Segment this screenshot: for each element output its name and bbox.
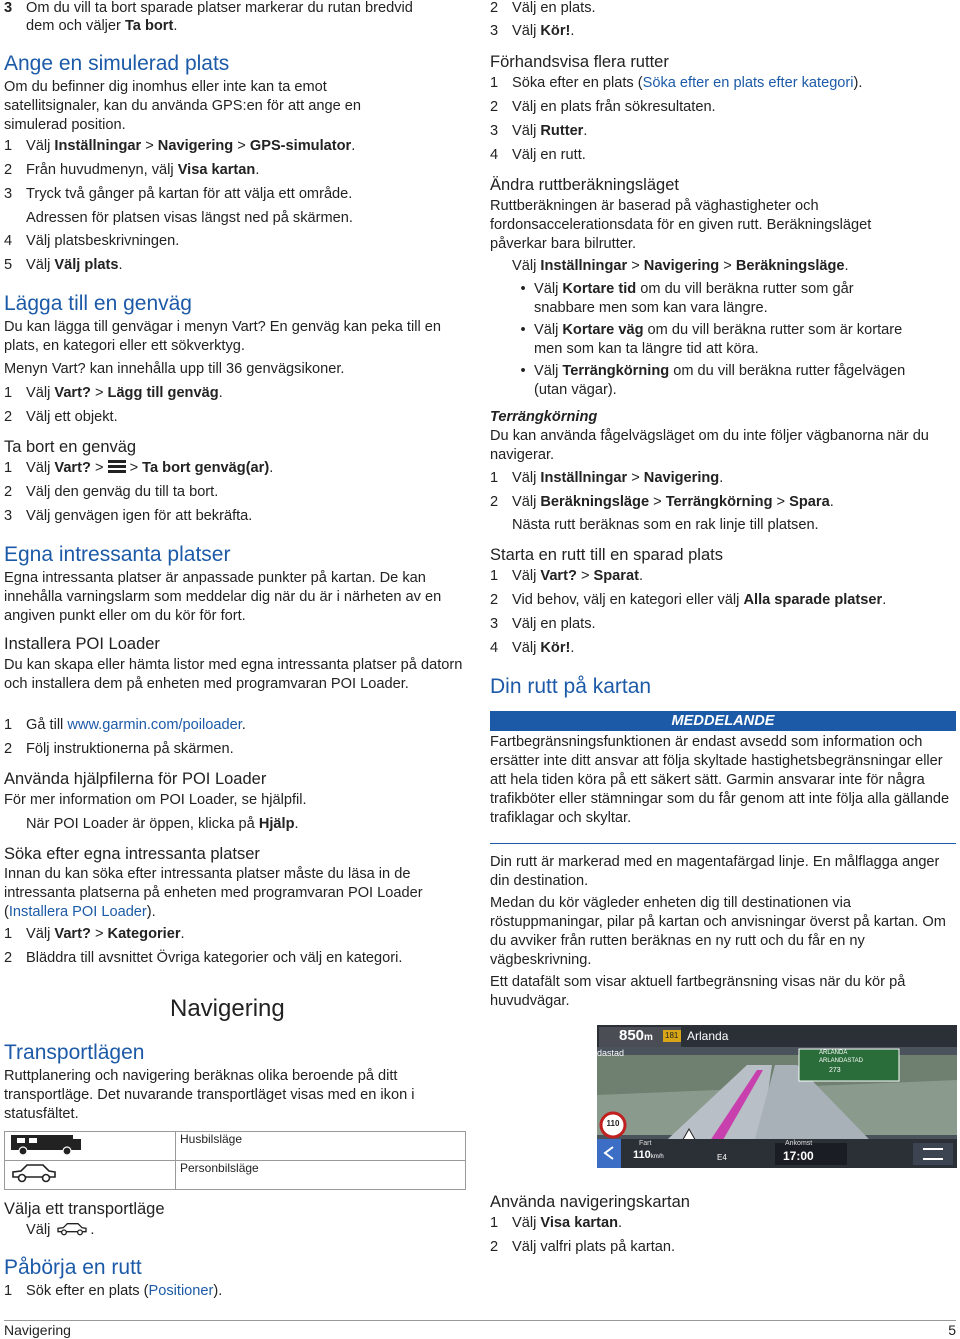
step-3-text: 3 Om du vill ta bort sparade platser markerar du rutan bredvid: [4, 0, 413, 16]
preview-step-2: 2 Välj en plats från sökresultaten.: [490, 99, 716, 115]
route-paragraph-2: Medan du kör vägleder enheten dig till destinationen via röstuppmaningar, pilar på kartan och anvisningar överst på kartan. Om du avviker från rutten beräknas en ny rutt och du får en ny vägbeskrivning.: [490, 895, 946, 968]
sim-step-3-result: Adressen för platsen visas längst ned på skärmen.: [26, 210, 353, 226]
heading-custom-poi: Egna intressanta platser: [4, 543, 231, 566]
map-road-name: Arlanda: [687, 1029, 729, 1043]
car-icon: [9, 1161, 59, 1185]
search-step-1: 1 Välj Vart? > Kategorier.: [4, 926, 185, 942]
poiloader-link[interactable]: www.garmin.com/poiloader: [67, 717, 242, 733]
heading-start-route: Påbörja en rutt: [4, 1256, 142, 1279]
bullet-off-road: • Välj Terrängkörning om du vill beräkna rutter fågelvägen (utan vägar).: [520, 363, 906, 398]
r-step-3: 3 Välj Kör!.: [490, 23, 575, 39]
remove-step-3: 3 Välj genvägen igen för att bekräfta.: [4, 508, 253, 524]
map-fart-label: Fart: [639, 1140, 652, 1147]
notice-rule: [490, 843, 956, 844]
calc-mode-step: Välj Inställningar > Navigering > Beräkningsläge.: [512, 258, 849, 274]
search-step-2: 2 Bläddra till avsnittet Övriga kategorier och välj en kategori.: [4, 950, 403, 966]
saved-step-3: 3 Välj en plats.: [490, 616, 596, 632]
map-road-label: E4: [717, 1153, 727, 1162]
saved-step-1: 1 Välj Vart? > Sparat.: [490, 568, 644, 584]
map-sign-1: ARLANDA: [819, 1050, 848, 1056]
map-distance: 850m: [619, 1027, 653, 1044]
shortcut-paragraph-2: Menyn Vart? kan innehålla upp till 36 genvägsikoner.: [4, 361, 345, 377]
heading-start-saved: Starta en rutt till en sparad plats: [490, 546, 723, 564]
remove-step-2: 2 Välj den genväg du till ta bort.: [4, 484, 219, 500]
sim-step-4: 4 Välj platsbeskrivningen.: [4, 233, 180, 249]
step-3-text-cont: dem och väljer Ta bort.: [26, 18, 178, 34]
search-category-link[interactable]: Söka efter en plats efter kategori: [642, 75, 854, 91]
map-sign-2: ARLANDASTAD: [819, 1058, 863, 1064]
calc-mode-paragraph: Ruttberäkningen är baserad på väghastigheter och fordonsaccelerationsdata för en given rutt. Beräkningsläget påverkar bara bilrutter.: [490, 198, 872, 252]
help-step: När POI Loader är öppen, klicka på Hjälp.: [26, 816, 299, 832]
positions-link[interactable]: Positioner: [148, 1283, 214, 1299]
navigation-map-screenshot: [597, 1025, 957, 1168]
transport-mode-table: [4, 1131, 466, 1190]
off-road-step-2: 2 Välj Beräkningsläge > Terrängkörning > Spara.: [490, 494, 834, 510]
saved-step-4: 4 Välj Kör!.: [490, 640, 575, 656]
shortcut-paragraph: Du kan lägga till genvägar i menyn Vart? En genväg kan peka till en plats, en kategori eller ett sökverktyg.: [4, 319, 441, 354]
heading-remove-shortcut: Ta bort en genväg: [4, 438, 137, 456]
select-mode-step: Välj .: [26, 1222, 95, 1238]
preview-step-1: 1 Söka efter en plats (Söka efter en plats efter kategori).: [490, 75, 863, 91]
route-paragraph-1: Din rutt är markerad med en magentafärgad linje. En målflagga anger din destination.: [490, 854, 940, 889]
sim-step-1: 1 Välj Inställningar > Navigering > GPS-simulator.: [4, 138, 356, 154]
search-paragraph: Innan du kan söka efter intressanta platser måste du läsa in de intressanta platserna på enheten med programvaran POI Loader (Installera POI Loader).: [4, 866, 423, 920]
off-road-step-2-result: Nästa rutt beräknas som en rak linje till platsen.: [512, 517, 819, 533]
notice-paragraph: Fartbegränsningsfunktionen är endast avsedd som information och ersätter inte ditt ansvar att följa skyltade hastighetsbegränsningar eller att hela tiden köra på ett säkert sätt. Garmin ansvarar inte för några trafikböter eller stämningar som du får genom att inte följa alla gällande trafiklagar och skyltar.: [490, 734, 950, 826]
map-speed-limit: 110: [606, 1119, 620, 1128]
menu-icon: [108, 460, 126, 473]
sim-step-2: 2 Från huvudmenyn, välj Visa kartan.: [4, 162, 260, 178]
mode-label-car: Personbilsläge: [176, 1161, 466, 1190]
help-paragraph: För mer information om POI Loader, se hjälpfil.: [4, 792, 307, 808]
map-road-number: 181: [665, 1031, 679, 1040]
page-footer: [4, 1320, 956, 1339]
mode-label-rv: Husbilsläge: [176, 1132, 466, 1161]
heading-search-custom-poi: Söka efter egna intressanta platser: [4, 845, 260, 863]
bullet-shortest-time: • Välj Kortare tid om du vill beräkna rutter som går snabbare men som kan vara längre.: [520, 281, 854, 316]
sim-step-5: 5 Välj Välj plats.: [4, 257, 123, 273]
car-icon-inline: [54, 1221, 90, 1237]
shortcut-step-2: 2 Välj ett objekt.: [4, 409, 118, 425]
preview-step-4: 4 Välj en rutt.: [490, 147, 586, 163]
install-step-1: 1 Gå till www.garmin.com/poiloader.: [4, 717, 246, 733]
map-sign-3: 273: [829, 1067, 841, 1074]
footer-section: Navigering: [4, 1322, 71, 1338]
install-poi-loader-link[interactable]: Installera POI Loader: [8, 904, 147, 920]
map-step-2: 2 Välj valfri plats på kartan.: [490, 1239, 676, 1255]
custom-poi-paragraph: Egna intressanta platser är anpassade punkter på kartan. De kan innehålla varningslarm som meddelar dig när du är i närheten av en angiven punkt eller om du kör för fort.: [4, 570, 442, 624]
heading-help-files: Använda hjälpfilerna för POI Loader: [4, 770, 267, 788]
heading-use-nav-map: Använda navigeringskartan: [490, 1193, 690, 1211]
heading-preview-routes: Förhandsvisa flera rutter: [490, 53, 669, 71]
heading-simulated-location: Ange en simulerad plats: [4, 52, 230, 75]
heading-your-route: Din rutt på kartan: [490, 675, 652, 698]
car-cell: [5, 1161, 176, 1190]
rv-icon: [9, 1132, 85, 1156]
simulated-paragraph: Om du befinner dig inomhus eller inte kan ta emot satellitsignaler, kan du använda GPS:en för att ange en simulerad position.: [4, 79, 361, 133]
route-paragraph-3: Ett datafält som visar aktuell fartbegränsning visas när du kör på huvudvägar.: [490, 974, 906, 1009]
preview-step-3: 3 Välj Rutter.: [490, 123, 588, 139]
install-paragraph: Du kan skapa eller hämta listor med egna intressanta platser på datorn och installera dem på enheten med programvaran POI Loader.: [4, 657, 463, 692]
map-town-label: dastad: [597, 1048, 625, 1058]
off-road-step-1: 1 Välj Inställningar > Navigering.: [490, 470, 724, 486]
map-fart-value: 110km/h: [633, 1149, 664, 1161]
heading-select-mode: Välja ett transportläge: [4, 1200, 165, 1218]
r-step-2: 2 Välj en plats.: [490, 0, 596, 16]
sim-step-3: 3 Tryck två gånger på kartan för att välja ett område.: [4, 186, 353, 202]
heading-install-poi-loader: Installera POI Loader: [4, 635, 160, 653]
map-menu-icon[interactable]: [923, 1148, 943, 1160]
heading-off-road: Terrängkörning: [490, 409, 598, 425]
remove-step-1: 1 Välj Vart? > > Ta bort genväg(ar).: [4, 460, 274, 476]
bullet-shortest-distance: • Välj Kortare väg om du vill beräkna rutter som är kortare men som kan ta längre tid att köra.: [520, 322, 903, 357]
notice-heading: MEDDELANDE: [490, 711, 956, 731]
saved-step-2: 2 Vid behov, välj en kategori eller välj Alla sparade platser.: [490, 592, 887, 608]
install-step-2: 2 Följ instruktionerna på skärmen.: [4, 741, 234, 757]
heading-add-shortcut: Lägga till en genväg: [4, 292, 192, 315]
chapter-title-navigering: Navigering: [170, 995, 285, 1022]
map-step-1: 1 Välj Visa kartan.: [490, 1215, 623, 1231]
shortcut-step-1: 1 Välj Vart? > Lägg till genväg.: [4, 385, 223, 401]
heading-transport-modes: Transportlägen: [4, 1041, 145, 1064]
map-ankomst-value: 17:00: [783, 1149, 814, 1163]
rv-cell: [5, 1132, 176, 1161]
heading-change-calc-mode: Ändra ruttberäkningsläget: [490, 176, 679, 194]
start-route-step-1: 1 Sök efter en plats (Positioner).: [4, 1283, 223, 1299]
map-ankomst-label: Ankomst: [785, 1140, 813, 1147]
page-number: 5: [948, 1322, 956, 1338]
off-road-paragraph: Du kan använda fågelvägsläget om du inte följer vägbanorna när du navigerar.: [490, 428, 929, 463]
transport-paragraph: Ruttplanering och navigering beräknas olika beroende på ditt transportläge. Det nuvarande transportläget visas med en ikon i statusfältet.: [4, 1068, 415, 1122]
notice-box: [490, 711, 956, 731]
